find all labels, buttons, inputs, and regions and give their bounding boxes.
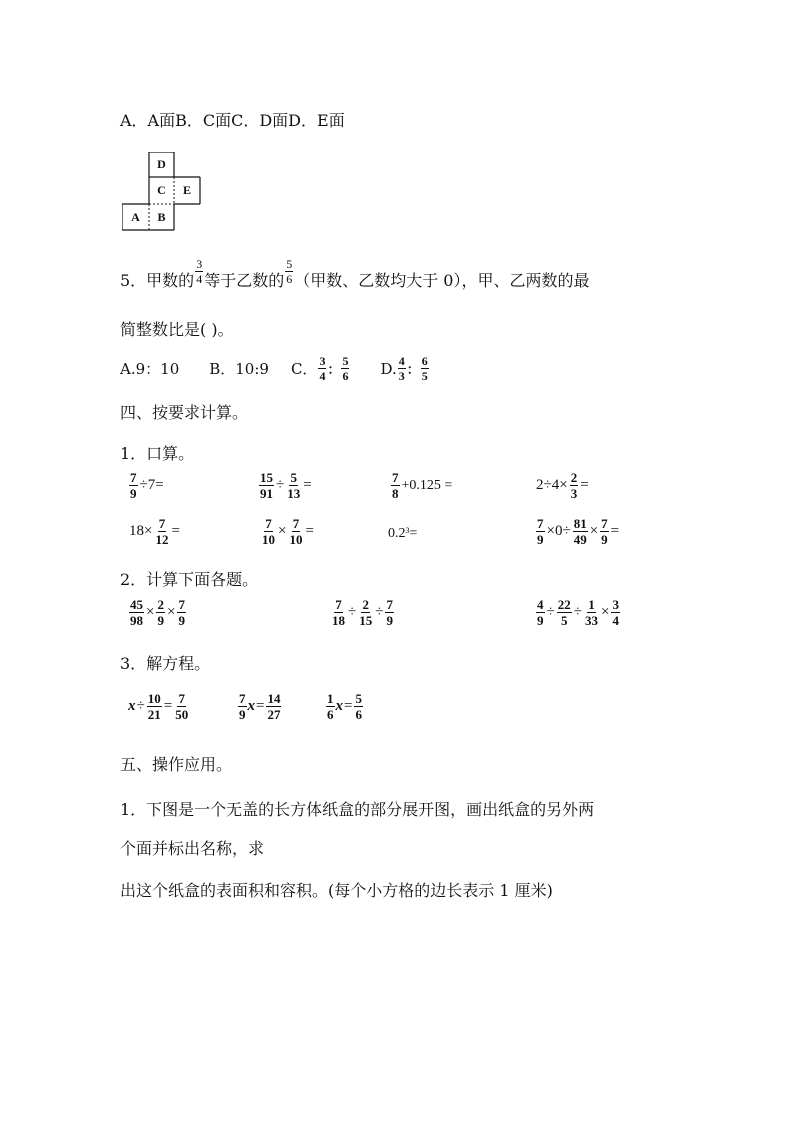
numerator: 7 <box>386 597 393 612</box>
ratio-colon: ： <box>406 363 420 378</box>
oral-expr-7 <box>388 526 417 542</box>
numerator: 1 <box>588 597 595 612</box>
numerator: 22 <box>557 597 571 612</box>
denominator: 21 <box>147 707 161 722</box>
oral-expr-3 <box>390 471 453 500</box>
ratio-colon: ： <box>327 363 341 378</box>
denominator: 9 <box>537 613 544 628</box>
oral-title: 1．口算。 <box>120 444 195 463</box>
option-c-frac2 <box>341 355 349 382</box>
denominator: 50 <box>175 707 189 722</box>
numerator: 5 <box>286 257 293 271</box>
numerator: 15 <box>260 470 273 485</box>
option-a: A.9：10 <box>120 360 180 378</box>
calc-expr-1 <box>128 598 187 627</box>
section5-title: 五、操作应用。 <box>120 755 233 774</box>
numerator: 4 <box>537 597 544 612</box>
denominator: 9 <box>601 532 608 547</box>
calc-expr-2 <box>330 598 395 627</box>
option-d-frac1 <box>398 355 406 382</box>
net-face-d: D <box>157 157 166 171</box>
variable-x: x <box>335 698 343 714</box>
numerator: 3 <box>612 597 619 612</box>
denominator: 10 <box>289 532 303 547</box>
equation-2 <box>237 692 282 721</box>
denominator: 13 <box>287 486 301 501</box>
denominator: 27 <box>267 707 281 722</box>
oral-expr-4 <box>535 471 590 500</box>
problem1-line2: 个面并标出名称，求 <box>120 839 265 858</box>
denominator: 4 <box>612 613 619 628</box>
numerator: 7 <box>392 470 399 485</box>
operator: ÷7= <box>139 477 164 493</box>
net-face-b: B <box>157 209 166 224</box>
operator: × <box>589 523 599 539</box>
numerator: 81 <box>573 516 587 531</box>
denominator: 18 <box>332 613 345 628</box>
equation-1 <box>128 692 190 721</box>
denominator: 49 <box>573 532 587 547</box>
equation-title: 3．解方程。 <box>120 654 211 673</box>
numerator: 7 <box>265 516 272 531</box>
numerator: 3 <box>319 354 326 368</box>
operator: ÷ <box>348 604 357 620</box>
numerator: 14 <box>267 691 281 706</box>
denominator: 9 <box>386 613 393 628</box>
q5-line1 <box>120 258 589 293</box>
equals-sign: = <box>163 698 173 714</box>
denominator: 15 <box>359 613 373 628</box>
operator: ÷ <box>546 604 555 620</box>
equals-sign: = <box>409 526 418 541</box>
denominator: 5 <box>421 369 428 383</box>
q5-prefix: 5．甲数的 <box>120 271 195 290</box>
denominator: 12 <box>155 532 169 547</box>
oral-expr-5 <box>128 517 181 546</box>
equals-sign: = <box>344 698 353 714</box>
equals-sign: = <box>610 523 620 539</box>
operator: × <box>600 604 610 620</box>
numerator: 4 <box>398 354 405 368</box>
problem1-line1: 1．下图是一个无盖的长方体纸盒的部分展开图，画出纸盒的另外两 <box>120 800 595 819</box>
oral-expr-2 <box>258 471 313 500</box>
q5-fraction-1 <box>195 258 203 285</box>
oral-expr-6 <box>260 517 315 546</box>
operator: ÷ <box>136 698 145 714</box>
operator: +0.125 = <box>401 477 453 493</box>
numerator: 5 <box>355 691 362 706</box>
equals-sign: = <box>171 523 180 539</box>
denominator: 9 <box>157 613 164 628</box>
option-b: B．10:9 <box>209 360 269 378</box>
exponent: 3 <box>405 525 410 535</box>
denominator: 5 <box>560 613 568 628</box>
net-face-a: A <box>131 209 140 224</box>
calc-title: 2．计算下面各题。 <box>120 570 259 589</box>
q4-options: A．A面B．C面C．D面D．E面 <box>120 111 345 130</box>
section4-title: 四、按要求计算。 <box>120 403 249 422</box>
denominator: 8 <box>392 486 399 501</box>
denominator: 98 <box>130 613 143 628</box>
net-face-e: E <box>182 183 191 197</box>
q5-suffix: （甲数、乙数均大于 0），甲、乙两数的最 <box>294 271 590 290</box>
numerator: 7 <box>537 516 544 531</box>
numerator: 7 <box>335 597 342 612</box>
operator: × <box>146 604 155 620</box>
denominator: 4 <box>319 369 326 383</box>
equals-sign: = <box>305 523 314 539</box>
denominator: 6 <box>327 707 334 722</box>
net-face-c: C <box>157 183 166 197</box>
problem1-line3: 出这个纸盒的表面积和容积。(每个小方格的边长表示 1 厘米) <box>120 881 553 900</box>
q5-line2: 简整数比是( )。 <box>120 320 234 339</box>
denominator: 6 <box>286 272 293 286</box>
calc-expr-3 <box>535 598 621 627</box>
q5-fraction-2 <box>285 258 293 285</box>
variable-x: x <box>128 698 136 714</box>
denominator: 10 <box>262 532 275 547</box>
denominator: 9 <box>178 613 185 628</box>
numerator: 3 <box>196 257 203 271</box>
numerator: 5 <box>342 354 349 368</box>
base: 0.2 <box>388 526 406 541</box>
operator: × <box>278 523 287 539</box>
numerator: 2 <box>157 597 164 612</box>
denominator: 9 <box>537 532 544 547</box>
numerator: 2 <box>362 597 369 612</box>
numerator: 7 <box>158 516 166 531</box>
numerator: 7 <box>292 516 300 531</box>
denominator: 9 <box>130 486 137 501</box>
option-d-frac2 <box>421 355 429 382</box>
variable-x: x <box>247 698 255 714</box>
denominator: 91 <box>260 486 273 501</box>
numerator: 7 <box>130 470 137 485</box>
denominator: 3 <box>398 369 405 383</box>
operator: 2÷4× <box>536 477 568 493</box>
numerator: 7 <box>178 597 185 612</box>
operator: × <box>166 604 176 620</box>
operator: 18× <box>129 523 153 539</box>
oral-expr-8 <box>535 517 620 546</box>
numerator: 7 <box>239 691 246 706</box>
numerator: 7 <box>178 691 185 706</box>
denominator: 6 <box>342 369 349 383</box>
equals-sign: = <box>580 477 589 493</box>
option-c-label: C． <box>290 360 318 378</box>
denominator: 3 <box>570 486 578 501</box>
numerator: 6 <box>421 354 428 368</box>
denominator: 4 <box>196 272 203 286</box>
denominator: 33 <box>584 613 598 628</box>
denominator: 9 <box>239 707 246 722</box>
numerator: 2 <box>570 470 578 485</box>
oral-expr-1 <box>128 471 165 500</box>
option-d-label: D. <box>380 359 397 378</box>
equation-3 <box>325 692 364 721</box>
operator: ÷ <box>573 604 582 620</box>
denominator: 6 <box>355 707 362 722</box>
numerator: 5 <box>290 470 297 485</box>
cube-net-diagram <box>122 152 202 232</box>
numerator: 10 <box>147 691 161 706</box>
q5-options <box>120 355 430 382</box>
option-c-frac1 <box>318 355 326 382</box>
equals-sign: = <box>256 698 265 714</box>
equals-sign: = <box>303 477 312 493</box>
numerator: 7 <box>601 516 608 531</box>
numerator: 45 <box>130 597 143 612</box>
operator: ÷ <box>276 477 285 493</box>
numerator: 1 <box>327 691 334 706</box>
operator: ÷ <box>375 604 384 620</box>
q5-mid: 等于乙数的 <box>204 271 285 290</box>
operator: ×0÷ <box>546 523 571 539</box>
